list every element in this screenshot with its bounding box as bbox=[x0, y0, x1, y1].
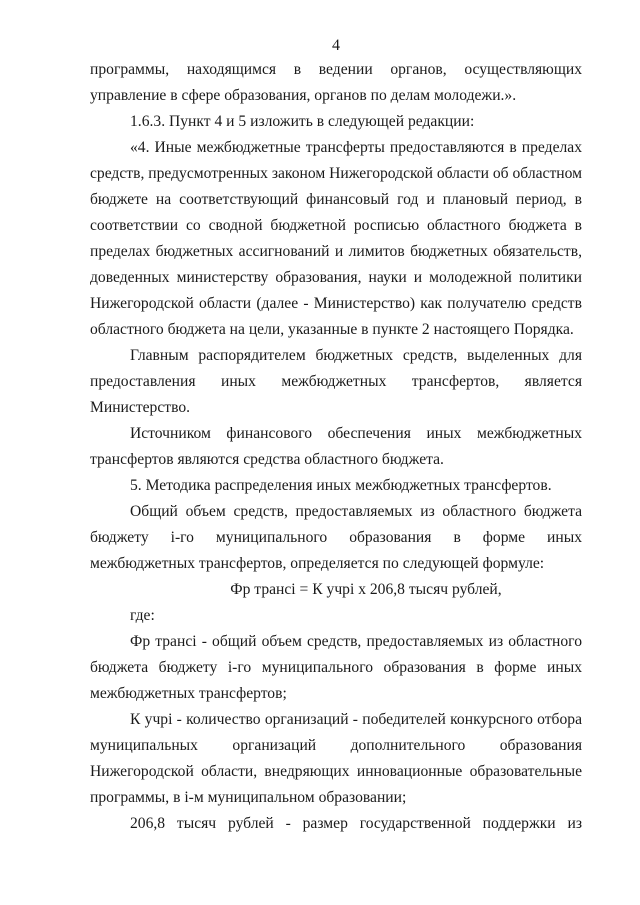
formula: Фр трансi = К учрi х 206,8 тысяч рублей, bbox=[230, 581, 502, 598]
paragraph-funding-source: Источником финансового обеспечения иных межбюджетных трансфертов являются средства областного бюджета. bbox=[90, 425, 582, 468]
paragraph-point-5: 5. Методика распределения иных межбюджетных трансфертов. bbox=[130, 477, 552, 494]
paragraph-continuation: программы, находящимся в ведении органов, осуществляющих управление в сфере образования, органов по делам молодежи.». bbox=[90, 61, 582, 104]
paragraph-where: где: bbox=[130, 607, 155, 624]
page-number: 4 bbox=[332, 37, 340, 54]
definition-k-uchr: К учрi - количество организаций - победителей конкурсного отбора муниципальных организаций дополнительного образования Нижегородской области, внедряющих инновационные образовательные программы, в i-м муниципальном образовании; bbox=[90, 711, 582, 806]
paragraph-clause-1-6-3: 1.6.3. Пункт 4 и 5 изложить в следующей редакции: bbox=[130, 113, 475, 130]
paragraph-main-administrator: Главным распорядителем бюджетных средств, выделенных для предоставления иных межбюджетных трансфертов, является Министерство. bbox=[90, 347, 582, 416]
paragraph-point-4: «4. Иные межбюджетные трансферты предоставляются в пределах средств, предусмотренных законом Нижегородской области об областном бюджете на соответствующий финансовый год и плановый период, в соответствии со сводной бюджетной росписью областного бюджета в пределах бюджетных ассигнований и лимитов бюджетных обязательств, доведенных министерству образования, науки и молодежной политики Нижегородской области (далее - Министерство) как получателю средств областного бюджета на цели, указанные в пункте 2 настоящего Порядка. bbox=[90, 139, 582, 338]
paragraph-total-volume: Общий объем средств, предоставляемых из областного бюджета бюджету i-го муниципального образования в форме иных межбюджетных трансфертов, определяется по следующей формуле: bbox=[90, 503, 582, 572]
definition-support-amount: 206,8 тысяч рублей - размер государственной поддержки из bbox=[130, 815, 582, 832]
definition-fr-trans: Фр трансi - общий объем средств, предоставляемых из областного бюджета бюджету i-го муниципального образования в форме иных межбюджетных трансфертов; bbox=[90, 633, 582, 702]
